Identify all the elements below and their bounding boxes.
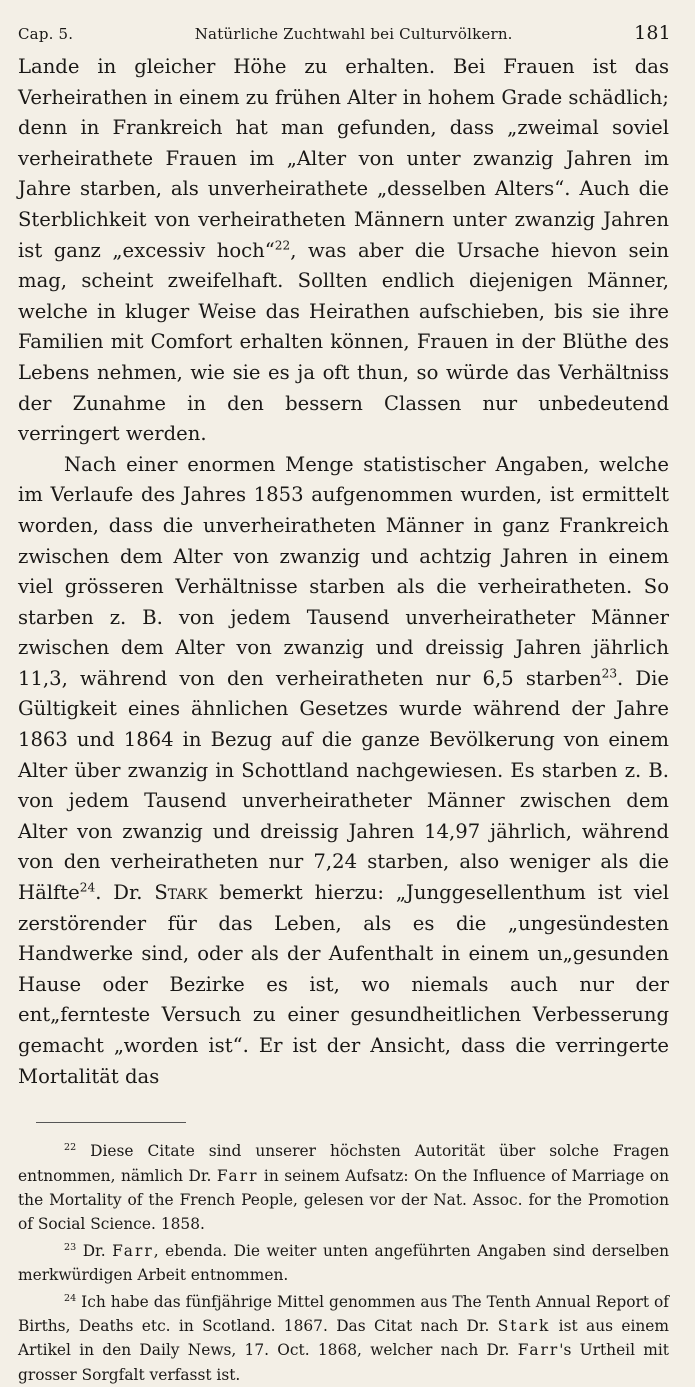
paragraph-text: , was aber die Ursache hievon sein mag, scheint zweifelhaft. Sollten endlich diejenigen Männer, welche in kluger Weise das Heirathen aufschieben, bis sie ihre Familien mit Comfort erhalten können, Frauen in der Blüthe des Lebens nehmen, wie sie es ja oft thun, so würde das Verhältniss der Zunahme in den bessern Classen nur unbedeutend verringert werden. — [18, 238, 669, 446]
footnote-reference: 23 — [601, 666, 618, 681]
page-number: 181 — [634, 22, 671, 44]
footnote-divider — [36, 1122, 186, 1123]
running-header — [18, 22, 669, 44]
author-name: Farr — [216, 1166, 259, 1185]
footnote-reference: 24 — [79, 880, 96, 895]
author-name: Farr — [517, 1341, 560, 1360]
footnote-reference: 22 — [274, 238, 291, 253]
footnote-text: , ebenda. Die weiter unten angeführten Angaben sind derselben merkwürdigen Arbeit entnommen. — [18, 1241, 669, 1285]
footnote-text: 's Urtheil mit grosser Sorgfalt verfasst ist. — [18, 1341, 669, 1384]
footnote-text: Diese Citate sind unserer höchsten Autorität über solche Fragen entnommen, nämlich Dr. — [18, 1142, 669, 1185]
running-title: Natürliche Zuchtwahl bei Culturvölkern. — [194, 25, 513, 43]
footnote-text: Ich habe das fünfjährige Mittel genommen aus The Tenth Annual Report of Births, Deaths etc. in Scotland. 1867. Das Citat nach Dr. — [18, 1292, 669, 1336]
footnotes — [18, 1139, 669, 1387]
paragraph-text: Nach einer enormen Menge statistischer Angaben, welche im Verlaufe des Jahres 1853 aufgenommen wurden, ist ermittelt worden, dass die unverheiratheten Männer in ganz Frankreich zwischen dem Alter von zwanzig und achtzig Jahren in einem viel grösseren Verhältnisse starben als die verheiratheten. So starben z. B. von jedem Tausend unverheiratheter Männer zwischen dem Alter von zwanzig und dreissig Jahren jährlich 11,3, während von den verheiratheten nur 6,5 starben — [18, 452, 669, 690]
author-name: Farr — [112, 1241, 154, 1260]
footnote-number: 23 — [64, 1241, 77, 1253]
paragraph-text: Lande in gleicher Höhe zu erhalten. Bei Frauen ist das Verheirathen in einem zu frühen Alter in hohem Grade schädlich; denn in Frankreich hat man gefunden, dass „zweimal soviel verheirathete Frauen im „Alter von unter zwanzig Jahren im Jahre starben, als unverheirathete „desselben Alters“. Auch die Sterblichkeit von verheiratheten Männern unter zwanzig Jahren ist ganz „excessiv hoch“ — [18, 55, 669, 262]
footnote-text: in seinem Aufsatz: On the Influence of Marriage on the Mortality of the French People, gelesen vor der Nat. Assoc. for the Promotion of Social Science. 1858. — [18, 1166, 669, 1234]
paragraph-2 — [18, 450, 669, 1092]
paragraph-text: . Die Gültigkeit eines ähnlichen Gesetzes wurde während der Jahre 1863 und 1864 in Bezug auf die ganze Bevölkerung von einem Alter über zwanzig in Schottland nachgewiesen. Es starben z. B. von jedem Tausend unverheiratheter Männer zwischen dem Alter von zwanzig und dreissig Jahren 14,97 jährlich, während von den verheiratheten nur 7,24 starben, also weniger als die Hälfte — [18, 666, 669, 905]
footnote-22 — [18, 1139, 669, 1237]
footnote-text: ist aus einem Artikel in den Daily News, 17. Oct. 1868, welcher nach Dr. — [18, 1317, 669, 1360]
author-name: Stark — [154, 881, 208, 905]
footnote-number: 22 — [64, 1142, 77, 1154]
footnote-24 — [18, 1290, 669, 1387]
paragraph-1 — [18, 52, 669, 450]
footnote-text: Dr. — [76, 1241, 113, 1260]
paragraph-text: bemerkt hierzu: „Junggesellenthum ist viel zerstörender für das Leben, als es die „ungesündesten Handwerke sind, oder als der Aufenthalt in einem un„gesunden Hause oder Bezirke es ist, wo niemals auch nur der ent„fernteste Versuch zu einer gesundheitlichen Verbesserung gemacht „worden ist“. Er ist der Ansicht, dass die verringerte Mortalität das — [18, 881, 669, 1088]
paragraph-text: . Dr. — [95, 881, 155, 905]
chapter-label: Cap. 5. — [18, 25, 74, 43]
main-text — [18, 52, 669, 1092]
footnote-number: 24 — [64, 1292, 77, 1304]
author-name: Stark — [497, 1317, 551, 1336]
footnote-23 — [18, 1239, 669, 1288]
